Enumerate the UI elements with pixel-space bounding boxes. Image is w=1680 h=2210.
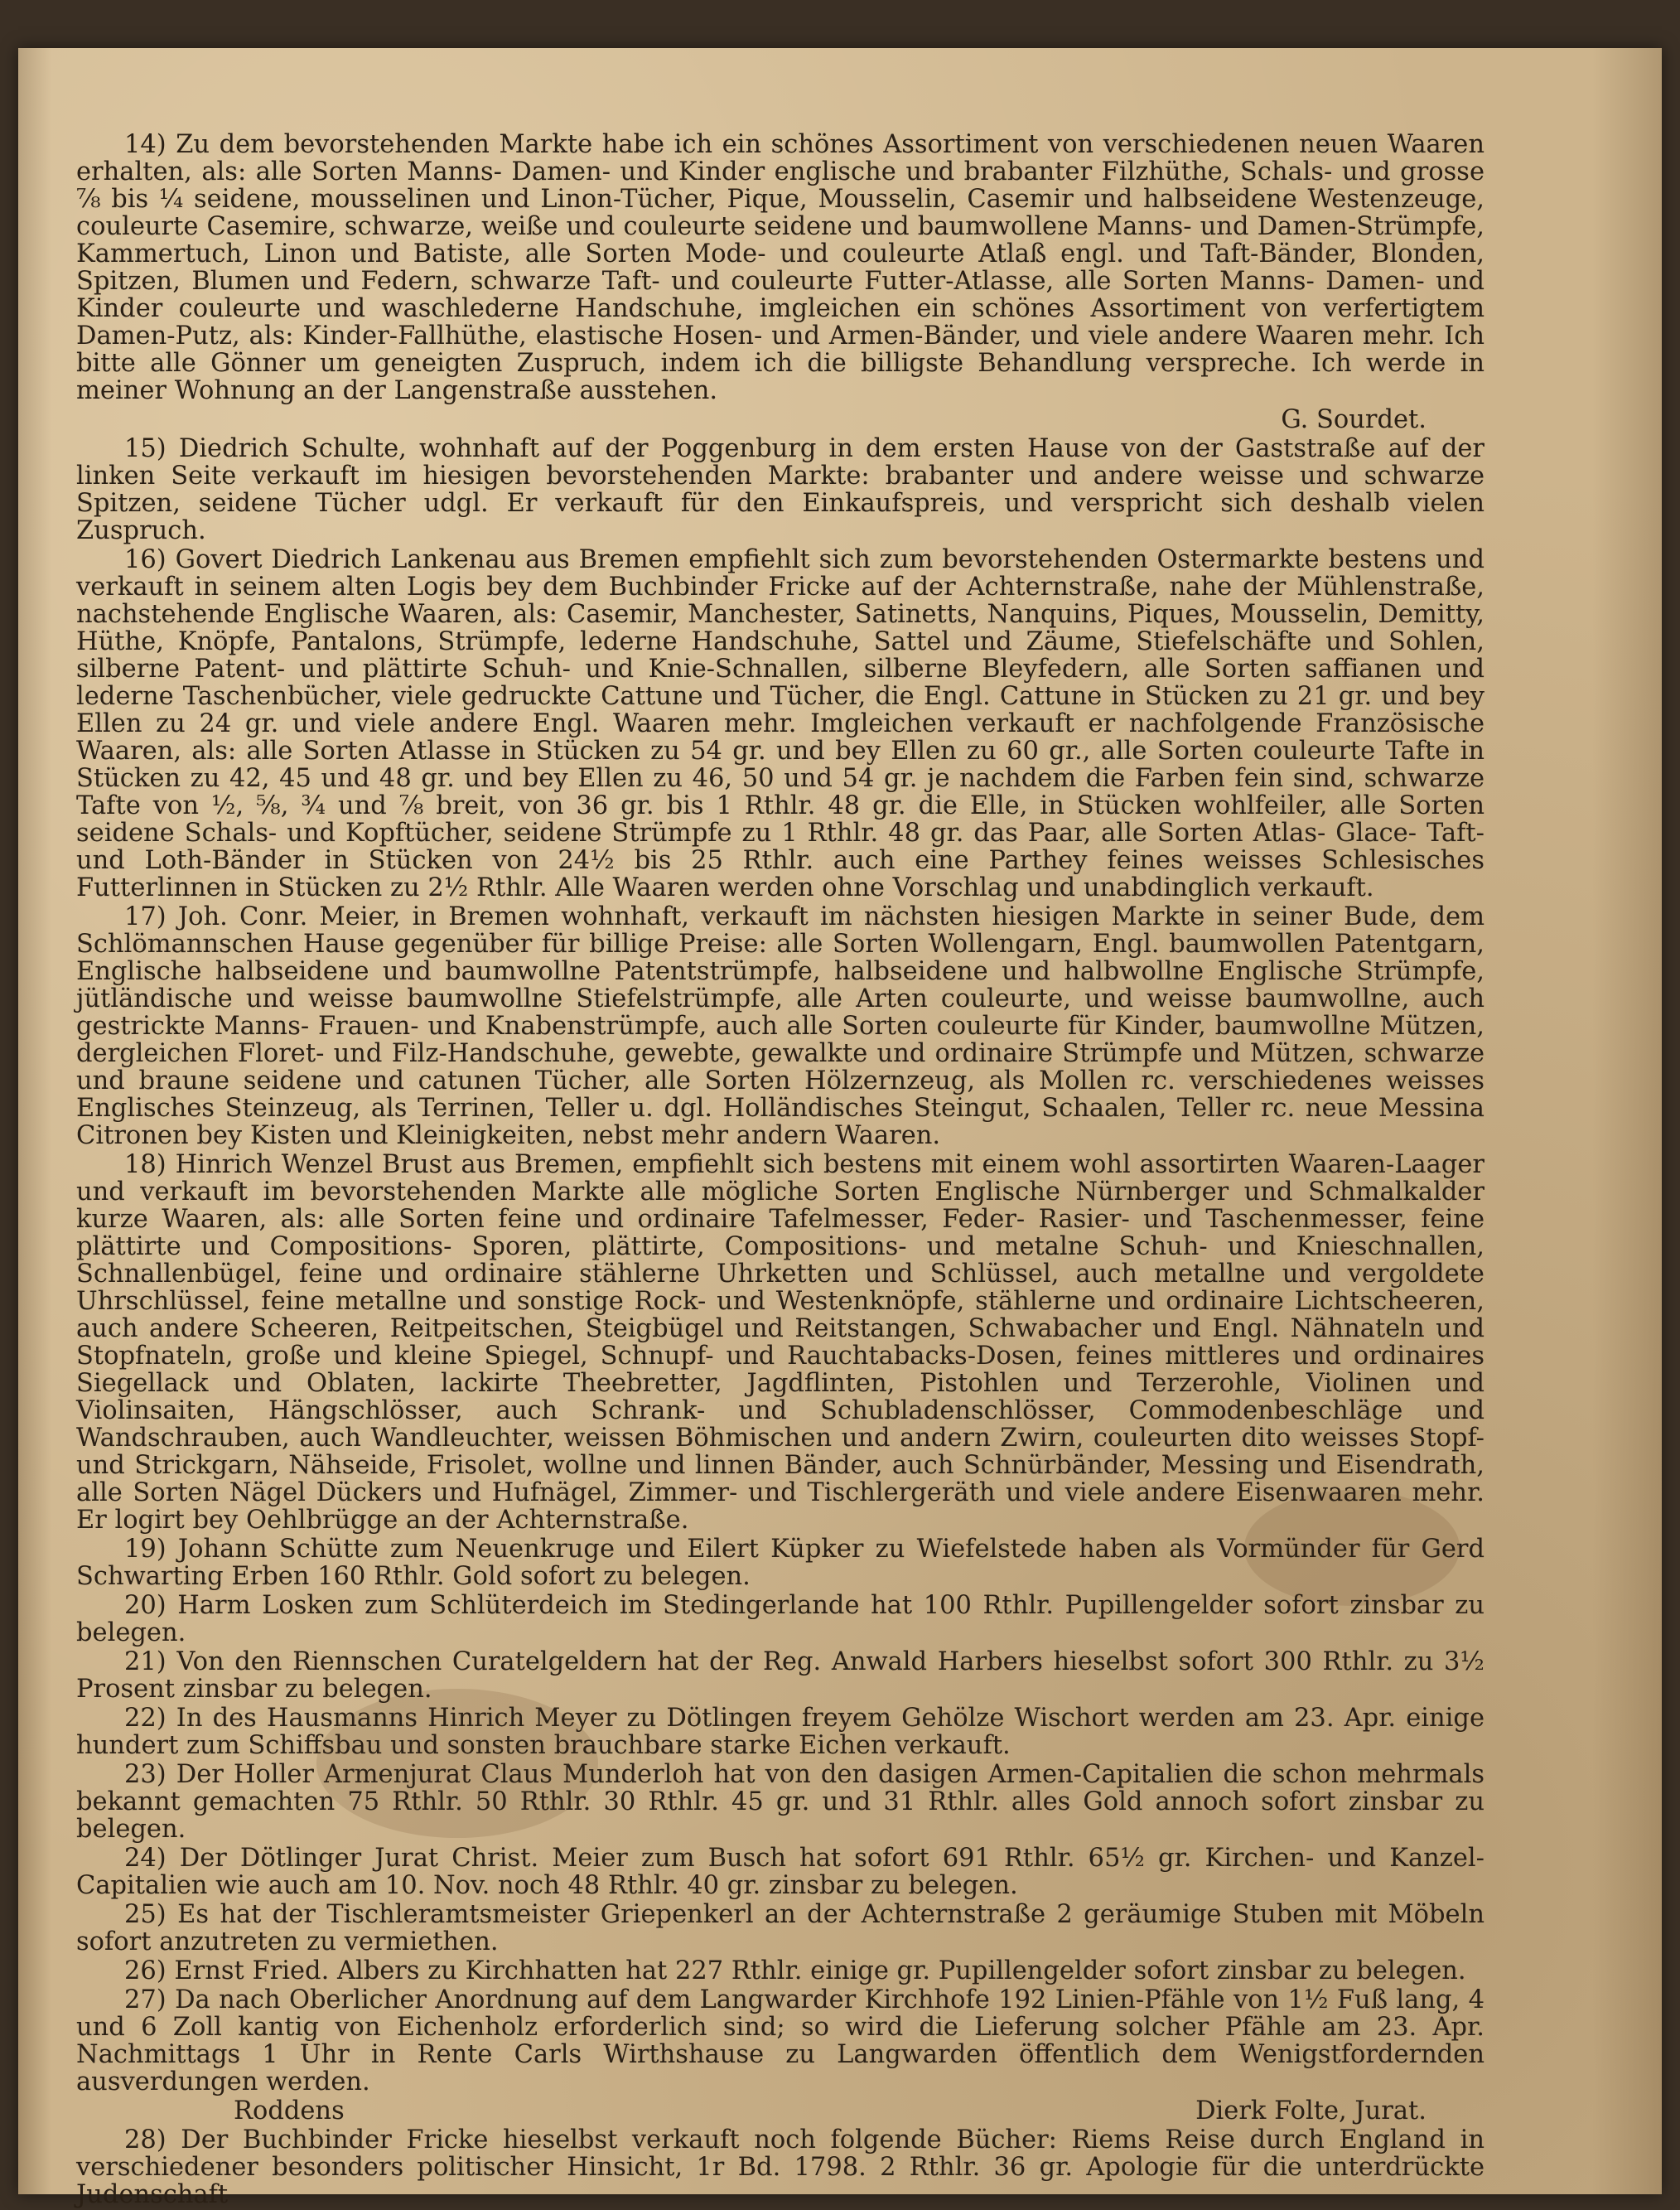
entry-14-signature: G. Sourdet. bbox=[1281, 405, 1427, 434]
entry-17: 17) Joh. Conr. Meier, in Bremen wohnhaft, verkauft im nächsten hiesigen Markte in seiner Bude, dem Schlömannschen Hause gegenüber für billige Preise: alle Sorten Wollengarn, Engl. baumwollen Patentgarn, Englische halbseidene und baumwollne Patentstrümpfe, halbseidene und halbwollne Englische Strümpfe, jütländische und weisse baumwollne Stiefelstrümpfe, alle Arten couleurte, und weisse baumwollne, auch gestrickte Manns- Frauen- und Knabenstrümpfe, auch alle Sorten couleurte für Kinder, baumwollne Mützen, dergleichen Floret- und Filz-Handschuhe, gewebte, gewalkte und ordinaire Strümpfe und Mützen, schwarze und braune seidene und catunen Tücher, alle Sorten Hölzernzeug, als Mollen rc. verschiedenes weisses Englisches Steinzeug, als Terrinen, Teller u. dgl. Holländisches Steingut, Schaalen, Teller rc. neue Messina Citronen bey Kisten und Kleinigkeiten, nebst mehr andern Waaren. bbox=[76, 902, 1484, 1150]
signature-right: Dierk Folte, Jurat. bbox=[1195, 2096, 1427, 2125]
entry-23: 23) Der Holler Armenjurat Claus Munderloh hat von den dasigen Armen-Capitalien die schon mehrmals bekannt gemachten 75 Rthlr. 50 Rthlr. 30 Rthlr. 45 gr. und 31 Rthlr. alles Gold annoch sofort zinsbar zu belegen. bbox=[76, 1760, 1484, 1844]
entry-16: 16) Govert Diedrich Lankenau aus Bremen empfiehlt sich zum bevorstehenden Ostermarkte bestens und verkauft in seinem alten Logis bey dem Buchbinder Fricke auf der Achternstraße, nahe der Mühlenstraße, nachstehende Englische Waaren, als: Casemir, Manchester, Satinetts, Nanquins, Piques, Mousselin, Demitty, Hüthe, Knöpfe, Pantalons, Strümpfe, lederne Handschuhe, Sattel und Zäume, Stiefelschäfte und Sohlen, silberne Patent- und plättirte Schuh- und Knie-Schnallen, silberne Bleyfedern, alle Sorten saffianen und lederne Taschenbücher, viele gedruckte Cattune und Tücher, die Engl. Cattune in Stücken zu 21 gr. und bey Ellen zu 24 gr. und viele andere Engl. Waaren mehr. Imgleichen verkauft er nachfolgende Französische Waaren, als: alle Sorten Atlasse in Stücken zu 54 gr. und bey Ellen zu 60 gr., alle Sorten couleurte Tafte in Stücken zu 42, 45 und 48 gr. und bey Ellen zu 46, 50 und 54 gr. je nachdem die Farben fein sind, schwarze Tafte von ½, ⅝, ¾ und ⅞ breit, von 36 gr. bis 1 Rthlr. 48 gr. die Elle, in Stücken wohlfeiler, alle Sorten seidene Schals- und Kopftücher, seidene Strümpfe zu 1 Rthlr. 48 gr. das Paar, alle Sorten Atlas- Glace- Taft- und Loth-Bänder in Stücken von 24½ bis 25 Rthlr. auch eine Parthey feines weisses Schlesisches Futterlinnen in Stücken zu 2½ Rthlr. Alle Waaren werden ohne Vorschlag und unabdinglich verkauft. bbox=[76, 545, 1484, 902]
entry-14: 14) Zu dem bevorstehenden Markte habe ich ein schönes Assortiment von verschiedenen neuen Waaren erhalten, als: alle Sorten Manns- Damen- und Kinder englische und brabanter Filzhüthe, Schals- und grosse ⅞ bis ¼ seidene, mousselinen und Linon-Tücher, Pique, Mousselin, Casemir und halbseidene Westenzeuge, couleurte Casemire, schwarze, weiße und couleurte seidene und baumwollene Manns- und Damen-Strümpfe, Kammertuch, Linon und Batiste, alle Sorten Mode- und couleurte Atlaß engl. und Taft-Bänder, Blonden, Spitzen, Blumen und Federn, schwarze Taft- und couleurte Futter-Atlasse, alle Sorten Manns- Damen- und Kinder couleurte und waschlederne Handschuhe, imgleichen ein schönes Assortiment von verfertigtem Damen-Putz, als: Kinder-Fallhüthe, elastische Hosen- und Armen-Bänder, und viele andere Waaren mehr. Ich bitte alle Gönner um geneigten Zuspruch, indem ich die billigste Behandlung verspreche. Ich werde in meiner Wohnung an der Langenstraße ausstehen. bbox=[76, 130, 1484, 405]
entry-20: 20) Harm Losken zum Schlüterdeich im Stedingerlande hat 100 Rthlr. Pupillengelder sofort zinsbar zu belegen. bbox=[76, 1591, 1484, 1647]
entry-15: 15) Diedrich Schulte, wohnhaft auf der Poggenburg in dem ersten Hause von der Gaststraße auf der linken Seite verkauft im hiesigen bevorstehenden Markte: brabanter und andere weisse und schwarze Spitzen, seidene Tücher udgl. Er verkauft für den Einkaufspreis, und verspricht sich deshalb vielen Zuspruch. bbox=[76, 434, 1484, 545]
entry-27-signatures bbox=[234, 2097, 1427, 2125]
entry-24: 24) Der Dötlinger Jurat Christ. Meier zum Busch hat sofort 691 Rthlr. 65½ gr. Kirchen- und Kanzel-Capitalien wie auch am 10. Nov. noch 48 Rthlr. 40 gr. zinsbar zu belegen. bbox=[76, 1844, 1484, 1900]
newspaper-page bbox=[18, 48, 1662, 2209]
entry-22: 22) In des Hausmanns Hinrich Meyer zu Dötlingen freyem Gehölze Wischort werden am 23. Apr. einige hundert zum Schiffsbau und sonsten brauchbare starke Eichen verkauft. bbox=[76, 1704, 1484, 1760]
entry-27: 27) Da nach Oberlicher Anordnung auf dem Langwarder Kirchhofe 192 Linien-Pfähle von 1½ Fuß lang, 4 und 6 Zoll kantig von Eichenholz erforderlich sind; so wird die Lieferung solcher Pfähle am 23. Apr. Nachmittags 1 Uhr in Rente Carls Wirthshause zu Langwarden öffentlich dem Wenigstfordernden ausverdungen werden. bbox=[76, 1985, 1484, 2096]
entry-19: 19) Johann Schütte zum Neuenkruge und Eilert Küpker zu Wiefelstede haben als Vormünder für Gerd Schwarting Erben 160 Rthlr. Gold sofort zu belegen. bbox=[76, 1535, 1484, 1591]
entry-26: 26) Ernst Fried. Albers zu Kirchhatten hat 227 Rthlr. einige gr. Pupillengelder sofort zinsbar zu belegen. bbox=[124, 1956, 1466, 1985]
entry-25: 25) Es hat der Tischleramtsmeister Griepenkerl an der Achternstraße 2 geräumige Stuben mit Möbeln sofort anzutreten zu vermiethen. bbox=[76, 1900, 1484, 1956]
signature-left: Roddens bbox=[234, 2096, 345, 2125]
entry-18: 18) Hinrich Wenzel Brust aus Bremen, empfiehlt sich bestens mit einem wohl assortirten Waaren-Laager und verkauft im bevorstehenden Markte alle mögliche Sorten Englische Nürnberger und Schmalkalder kurze Waaren, als: alle Sorten feine und ordinaire Tafelmesser, Feder- Rasier- und Taschenmesser, feine plättirte und Compositions- Sporen, plättirte, Compositions- und metalne Schuh- und Knieschnallen, Schnallenbügel, feine und ordinaire stählerne Uhrketten und Schlüssel, auch metallne und vergoldete Uhrschlüssel, feine metallne und sonstige Rock- und Westenknöpfe, stählerne und ordinaire Lichtscheeren, auch andere Scheeren, Reitpeitschen, Steigbügel und Reitstangen, Schwabacher und Engl. Nähnateln und Stopfnateln, große und kleine Spiegel, Schnupf- und Rauchtabacks-Dosen, feines mittleres und ordinaires Siegellack und Oblaten, lackirte Theebretter, Jagdflinten, Pistohlen und Terzerohle, Violinen und Violinsaiten, Hängschlösser, auch Schrank- und Schubladenschlösser, Commodenbeschläge und Wandschrauben, auch Wandleuchter, weissen Böhmischen und andern Zwirn, couleurten dito weisses Stopf- und Strickgarn, Nähseide, Frisolet, wollne und linnen Bänder, auch Schnürbänder, Messing und Eisendrath, alle Sorten Nägel Dückers und Hufnägel, Zimmer- und Tischlergeräth und viele andere Eisenwaaren mehr. Er logirt bey Oehlbrügge an der Achternstraße. bbox=[76, 1150, 1484, 1535]
entry-21: 21) Von den Riennschen Curatelgeldern hat der Reg. Anwald Harbers hieselbst sofort 300 Rthlr. zu 3½ Prosent zinsbar zu belegen. bbox=[76, 1647, 1484, 1704]
entry-28: 28) Der Buchbinder Fricke hieselbst verkauft noch folgende Bücher: Riems Reise durch England in verschiedener besonders politischer Hinsicht, 1r Bd. 1798. 2 Rthlr. 36 gr. Apologie für die unterdrückte Judenschaft bbox=[76, 2125, 1484, 2209]
announcements bbox=[76, 131, 1484, 2210]
